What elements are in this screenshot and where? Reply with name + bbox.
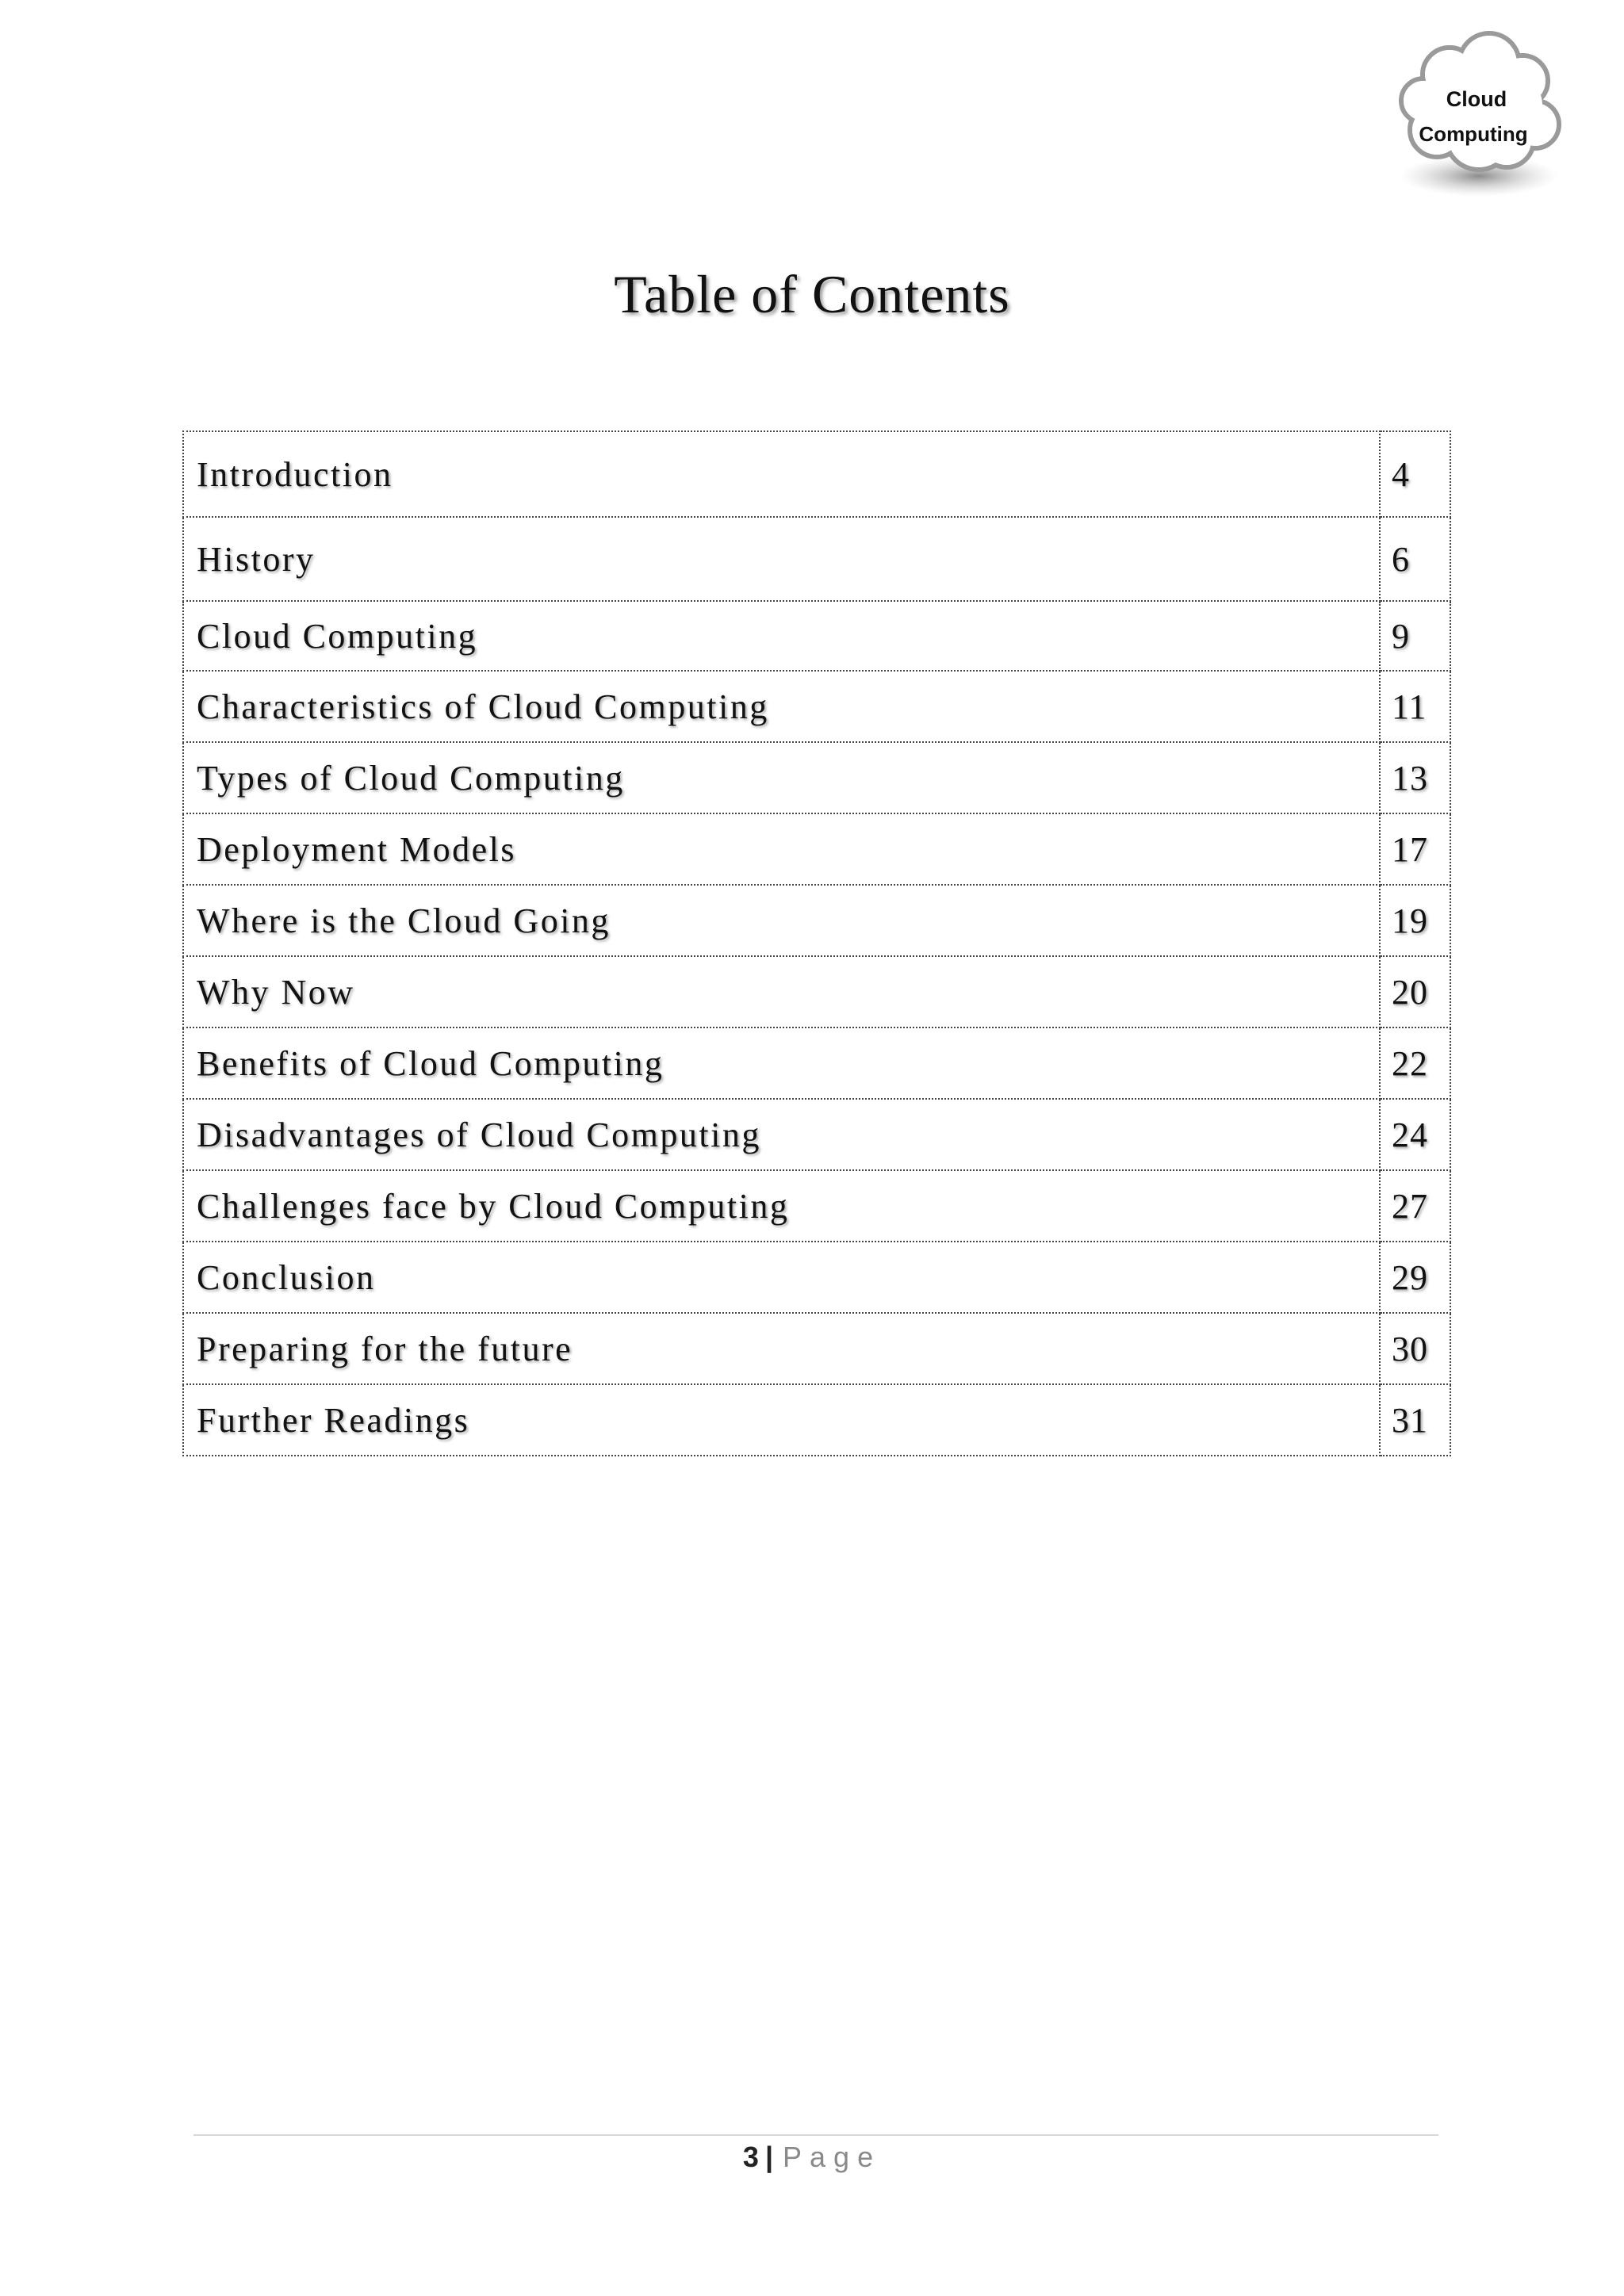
toc-entry-page: 29: [1380, 1242, 1450, 1313]
toc-entry-page: 13: [1380, 742, 1450, 813]
toc-row: [183, 671, 1450, 742]
cloud-icon: [1388, 25, 1578, 208]
toc-row: [183, 517, 1450, 601]
page-title: Table of Contents: [614, 264, 1010, 324]
logo-text-line1: Cloud: [1446, 87, 1507, 111]
toc-row: [183, 742, 1450, 813]
toc-row: [183, 956, 1450, 1027]
toc-entry-page: 4: [1380, 431, 1450, 517]
toc-entry-label: Challenges face by Cloud Computing: [183, 1170, 1380, 1242]
toc-entry-label: Where is the Cloud Going: [183, 885, 1380, 956]
logo-text-line2: Computing: [1419, 122, 1528, 146]
toc-entry-label: Deployment Models: [183, 813, 1380, 885]
toc-entry-label: Conclusion: [183, 1242, 1380, 1313]
toc-entry-page: 31: [1380, 1384, 1450, 1456]
page-footer: [0, 2141, 1624, 2174]
toc-row: [183, 1313, 1450, 1384]
toc-entry-label: Why Now: [183, 956, 1380, 1027]
toc-row: [183, 601, 1450, 671]
toc-entry-label: Cloud Computing: [183, 601, 1380, 671]
toc-entry-page: 22: [1380, 1027, 1450, 1099]
toc-entry-page: 27: [1380, 1170, 1450, 1242]
toc-entry-label: Introduction: [183, 431, 1380, 517]
toc-entry-page: 24: [1380, 1099, 1450, 1170]
footer-page-number: 3: [742, 2141, 759, 2173]
footer-separator: |: [764, 2141, 774, 2173]
toc-row: [183, 1099, 1450, 1170]
toc-row: [183, 1242, 1450, 1313]
toc-entry-page: 6: [1380, 517, 1450, 601]
toc-row: [183, 431, 1450, 517]
footer-divider: [193, 2134, 1438, 2136]
footer-page-word: Page: [783, 2141, 882, 2173]
toc-entry-page: 17: [1380, 813, 1450, 885]
toc-entry-label: Characteristics of Cloud Computing: [183, 671, 1380, 742]
toc-row: [183, 1170, 1450, 1242]
toc-entry-label: History: [183, 517, 1380, 601]
toc-entry-label: Benefits of Cloud Computing: [183, 1027, 1380, 1099]
cloud-logo: [1388, 25, 1578, 208]
toc-entry-page: 11: [1380, 671, 1450, 742]
toc-entry-label: Types of Cloud Computing: [183, 742, 1380, 813]
toc-entry-page: 9: [1380, 601, 1450, 671]
toc-entry-page: 20: [1380, 956, 1450, 1027]
toc-entry-label: Further Readings: [183, 1384, 1380, 1456]
toc-table: [182, 430, 1451, 1456]
toc-row: [183, 1027, 1450, 1099]
toc-entry-label: Disadvantages of Cloud Computing: [183, 1099, 1380, 1170]
toc-entry-page: 19: [1380, 885, 1450, 956]
toc-row: [183, 1384, 1450, 1456]
toc-entry-label: Preparing for the future: [183, 1313, 1380, 1384]
toc-entry-page: 30: [1380, 1313, 1450, 1384]
toc-row: [183, 813, 1450, 885]
toc-row: [183, 885, 1450, 956]
